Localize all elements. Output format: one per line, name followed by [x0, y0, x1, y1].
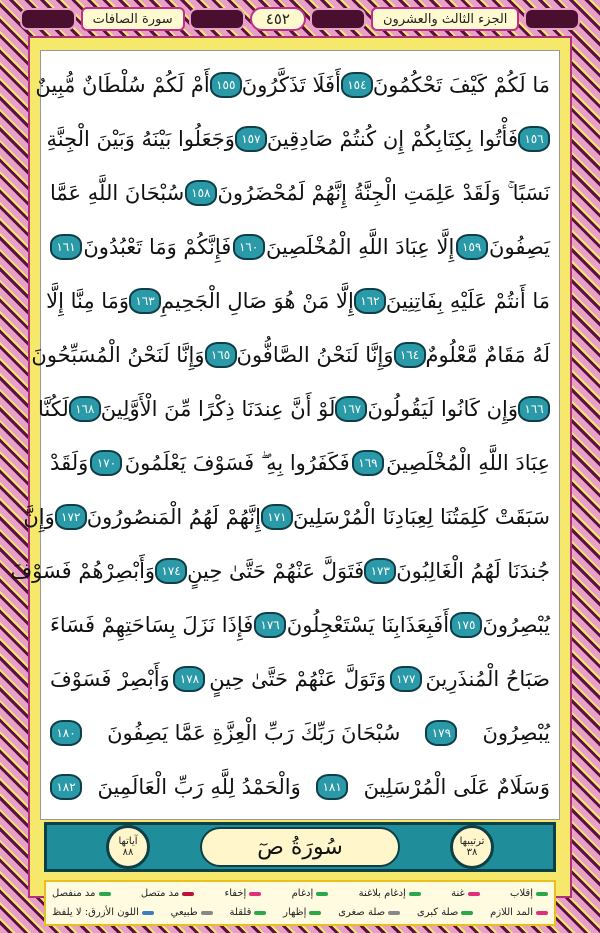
legend-item: [359, 888, 421, 899]
ayah-number-marker: ١٦٠: [233, 234, 265, 260]
legend-item: [230, 907, 267, 918]
ayah-number-marker: ١٧٥: [450, 612, 482, 638]
color-swatch-icon: [249, 892, 261, 896]
order-label: ترتيبها: [459, 836, 485, 847]
legend-label: طبيعي: [170, 907, 198, 918]
verse-text: فَإِذَا نَزَلَ بِسَاحَتِهِمْ فَسَاءَ: [50, 613, 254, 637]
surah-name-label: سورة الصافات: [81, 7, 185, 31]
page-header: [20, 4, 580, 34]
verse-text: أَفَبِعَذَابِنَا يَسْتَعْجِلُونَ: [286, 613, 450, 637]
verse-line: [50, 706, 550, 760]
ayah-number-marker: ١٧٧: [390, 666, 422, 692]
ayah-number-marker: ١٥٥: [210, 72, 242, 98]
verse-line: [31, 328, 550, 382]
legend-label: إقلاب: [510, 888, 533, 899]
color-swatch-icon: [468, 892, 480, 896]
ayah-number-marker: ١٨٢: [50, 774, 82, 800]
color-swatch-icon: [409, 892, 421, 896]
legend-label: قلقلة: [229, 907, 252, 918]
verse-text: فَأْتُوا بِكِتَابِكُمْ إِن كُنتُمْ صَادِقِينَ: [266, 127, 518, 151]
ornament: [20, 8, 76, 30]
ayah-number-marker: ١٥٧: [235, 126, 267, 152]
verse-text: فَتَوَلَّ عَنْهُمْ حَتَّىٰ حِينٍ: [187, 559, 365, 583]
verse-line: [50, 166, 550, 220]
surah-banner: [44, 822, 556, 872]
ornament: [189, 8, 245, 30]
verse-text: مَا لَكُمْ كَيْفَ تَحْكُمُونَ: [372, 73, 550, 97]
ayah-number-marker: ١٥٦: [518, 126, 550, 152]
verse-line: [50, 220, 550, 274]
verse-text: جُندَنَا لَهُمُ الْغَالِبُونَ: [396, 559, 550, 583]
legend-label: صلة صغرى: [338, 907, 386, 918]
tajweed-legend: [44, 880, 556, 926]
verse-line: [50, 652, 550, 706]
legend-row: [52, 888, 548, 899]
verse-text: إِلَّا مَنْ هُوَ صَالِ الْجَحِيمِ: [161, 289, 354, 313]
ayah-number-marker: ١٥٩: [456, 234, 488, 260]
ayah-number-marker: ١٥٨: [185, 180, 217, 206]
ayah-number-marker: ١٦٢: [354, 288, 386, 314]
ayah-number-marker: ١٨٠: [50, 720, 82, 746]
ayah-number-marker: ١٧٤: [155, 558, 187, 584]
legend-row: [52, 907, 548, 918]
ayah-number-marker: ١٧٦: [254, 612, 286, 638]
verse-text: وَالْحَمْدُ لِلَّهِ رَبِّ الْعَالَمِينَ: [97, 775, 301, 799]
legend-label: مد منفصل: [52, 888, 96, 899]
color-swatch-icon: [461, 911, 473, 915]
page-number: ٤٥٢: [250, 7, 306, 31]
verse-text: نَسَبًا ۚ وَلَقَدْ عَلِمَتِ الْجِنَّةُ إِنَّهُمْ لَمُحْضَرُونَ: [217, 180, 550, 205]
ayah-number-marker: ١٧٠: [90, 450, 122, 476]
color-swatch-icon: [99, 892, 111, 896]
verse-text: وَجَعَلُوا بَيْنَهُ وَبَيْنَ الْجِنَّةِ: [46, 127, 235, 151]
ayah-number-marker: ١٧٣: [364, 558, 396, 584]
verse-text: مَا أَنتُمْ عَلَيْهِ بِفَاتِنِينَ: [385, 289, 550, 313]
verse-text: وَتَوَلَّ عَنْهُمْ حَتَّىٰ حِينٍ: [209, 667, 386, 691]
legend-item: [510, 888, 548, 899]
legend-item: [283, 907, 321, 918]
ayah-number-marker: ١٧١: [261, 504, 293, 530]
verse-text: وَأَبْصِرْ فَسَوْفَ: [50, 667, 170, 691]
verses-value: ٨٨: [122, 847, 134, 858]
legend-item: [52, 907, 154, 918]
verse-text: وَإِنَّا لَنَحْنُ الصَّافُّونَ: [236, 343, 394, 367]
verse-text: سُبْحَانَ اللَّهِ عَمَّا: [50, 181, 185, 205]
verse-text: لَكُنَّا: [38, 397, 69, 421]
legend-item: [52, 888, 110, 899]
ayah-number-marker: ١٨١: [316, 774, 348, 800]
surah-title: سُورَةُ صٓ: [200, 827, 400, 867]
ayah-number-marker: ١٦٥: [205, 342, 237, 368]
legend-label: إدغام: [291, 888, 314, 899]
legend-label: صلة كبرى: [416, 907, 459, 918]
legend-item: [490, 907, 548, 918]
ayah-number-marker: ١٧٢: [55, 504, 87, 530]
surah-order-badge: [450, 825, 494, 869]
ayah-number-marker: ١٦٩: [352, 450, 384, 476]
ayah-number-marker: ١٧٨: [173, 666, 205, 692]
legend-label: إخفاء: [224, 888, 247, 899]
verse-text: سَبَقَتْ كَلِمَتُنَا لِعِبَادِنَا الْمُرْسَلِينَ: [292, 505, 550, 529]
ayah-number-marker: ١٦٨: [69, 396, 101, 422]
verse-text: وَإِنَّ: [23, 505, 55, 529]
verse-lines: [10, 58, 550, 814]
color-swatch-icon: [142, 911, 154, 915]
verse-text: يَصِفُونَ: [489, 235, 550, 259]
legend-item: [292, 888, 329, 899]
color-swatch-icon: [388, 911, 400, 915]
juz-label: الجزء الثالث والعشرون: [371, 7, 519, 31]
verse-text: فَإِنَّكُمْ وَمَا تَعْبُدُونَ: [83, 235, 232, 259]
verse-text: إِنَّهُمْ لَهُمُ الْمَنصُورُونَ: [86, 505, 261, 529]
legend-label: إدغام بلاغنة: [358, 888, 406, 899]
ornament: [524, 8, 580, 30]
ayah-number-marker: ١٦٤: [394, 342, 426, 368]
color-swatch-icon: [201, 911, 213, 915]
verses-label: آياتها: [118, 836, 138, 847]
verse-text: لَهُ مَقَامٌ مَّعْلُومٌ: [425, 343, 550, 367]
color-swatch-icon: [536, 911, 548, 915]
legend-label: غنة: [451, 888, 465, 899]
verse-line: [46, 274, 550, 328]
order-value: ٣٨: [466, 847, 478, 858]
verse-text: وَسَلَامٌ عَلَى الْمُرْسَلِينَ: [363, 775, 550, 799]
legend-item: [338, 907, 400, 918]
legend-item: [225, 888, 262, 899]
ayah-number-marker: ١٦١: [50, 234, 82, 260]
verse-text: أَمْ لَكُمْ سُلْطَانٌ مُّبِينٌ: [35, 73, 210, 97]
color-swatch-icon: [536, 892, 548, 896]
verse-line: [50, 760, 550, 814]
verse-text: لَوْ أَنَّ عِندَنَا ذِكْرًا مِّنَ الْأَوَّلِينَ: [100, 397, 336, 421]
verse-line: [35, 58, 550, 112]
verse-text: سُبْحَانَ رَبِّكَ رَبِّ الْعِزَّةِ عَمَّا يَصِفُونَ: [107, 721, 401, 745]
verse-text: فَكَفَرُوا بِهِ ۖ فَسَوْفَ يَعْلَمُونَ: [124, 450, 350, 475]
verse-line: [50, 436, 550, 490]
verse-text: وَإِنَّا لَنَحْنُ الْمُسَبِّحُونَ: [31, 343, 205, 367]
legend-label: اللون الأزرق: لا يلفظ: [52, 907, 139, 918]
color-swatch-icon: [254, 911, 266, 915]
verse-text: يُبْصِرُونَ: [482, 721, 550, 745]
verse-line: [38, 382, 550, 436]
verse-text: أَفَلَا تَذَكَّرُونَ: [241, 73, 341, 97]
legend-item: [417, 907, 473, 918]
verse-line: [50, 598, 550, 652]
color-swatch-icon: [309, 911, 321, 915]
verse-line: [10, 544, 550, 598]
verse-text: وَلَقَدْ: [50, 451, 89, 475]
verse-text: وَإِن كَانُوا لَيَقُولُونَ: [367, 397, 518, 421]
ornament: [310, 8, 366, 30]
legend-label: مد متصل: [140, 888, 180, 899]
ayah-number-marker: ١٦٧: [335, 396, 367, 422]
legend-label: إظهار: [283, 907, 307, 918]
verse-text: عِبَادَ اللَّهِ الْمُخْلَصِينَ: [386, 451, 550, 475]
surah-verses-badge: [106, 825, 150, 869]
ayah-number-marker: ١٥٤: [341, 72, 373, 98]
verse-text: وَأَبْصِرْهُمْ فَسَوْفَ: [10, 559, 156, 583]
verse-text: إِلَّا عِبَادَ اللَّهِ الْمُخْلَصِينَ: [266, 235, 455, 259]
legend-item: [451, 888, 480, 899]
ayah-number-marker: ١٦٣: [129, 288, 161, 314]
legend-label: المد اللازم: [490, 907, 533, 918]
ayah-number-marker: ١٧٩: [425, 720, 457, 746]
color-swatch-icon: [316, 892, 328, 896]
verse-text: صَبَاحُ الْمُنذَرِينَ: [425, 667, 550, 691]
verse-line: [46, 112, 550, 166]
color-swatch-icon: [182, 892, 194, 896]
legend-item: [141, 888, 194, 899]
verse-line: [23, 490, 550, 544]
legend-item: [171, 907, 213, 918]
ayah-number-marker: ١٦٦: [518, 396, 550, 422]
verse-text: وَمَا مِنَّا إِلَّا: [46, 289, 130, 313]
verse-text: يُبْصِرُونَ: [482, 613, 550, 637]
